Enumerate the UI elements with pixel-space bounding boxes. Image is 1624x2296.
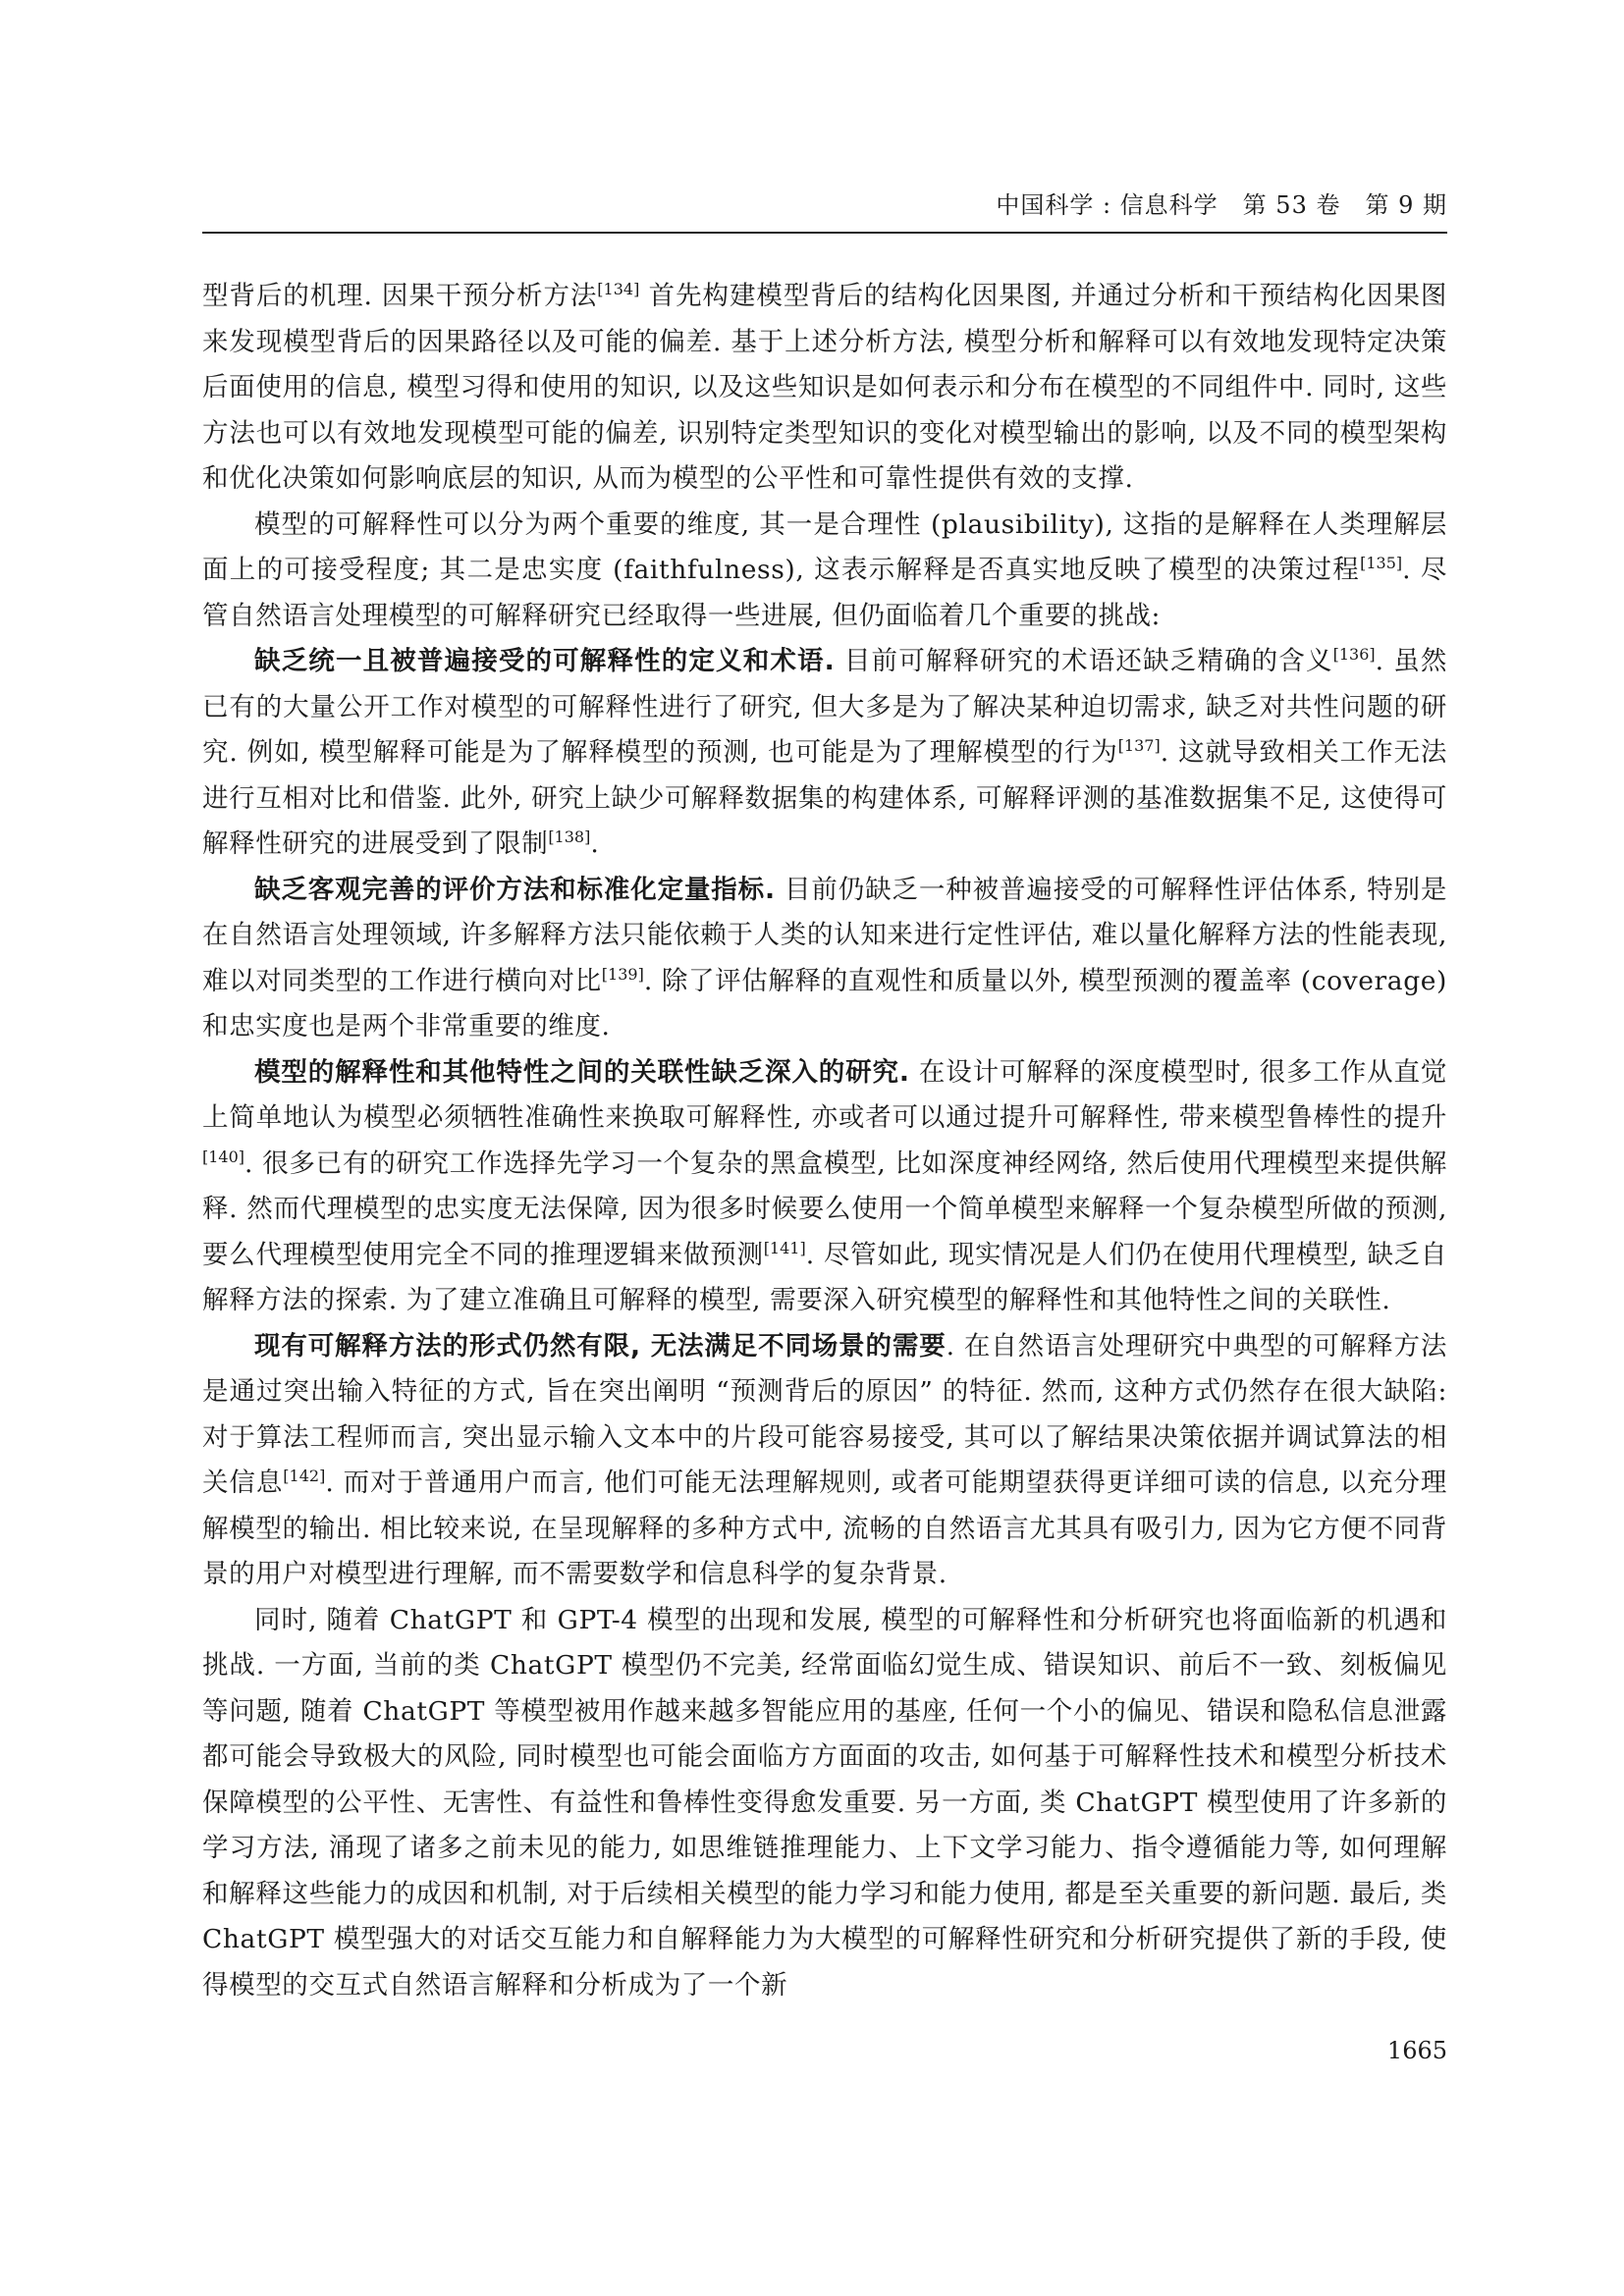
citation-ref: [138] xyxy=(548,828,591,846)
paragraph xyxy=(202,1324,1447,1598)
paragraph-text: . 而对于普通用户而言, 他们可能无法理解规则, 或者可能期望获得更详细可读的信息, 以充分理解模型的输出. 相比较来说, 在呈现解释的多种方式中, 流畅的自然语言尤其具有吸引力, 因为它方便不同背景的用户对模型进行理解, 而不需要数学和信息科学的复杂背景. xyxy=(202,1468,1447,1589)
challenge-heading: 现有可解释方法的形式仍然有限, 无法满足不同场景的需要 xyxy=(254,1330,947,1362)
citation-ref: [141] xyxy=(763,1238,806,1257)
paragraph-text: 目前仍缺乏一种被普遍接受的可解释性评估体系, 特别是在自然语言处理领域, 许多解释方法只能依赖于人类的认知来进行定性评估, 难以量化解释方法的性能表现, 难以对同类型的工作进行横向对比 xyxy=(202,874,1447,996)
citation-ref: [137] xyxy=(1117,736,1161,755)
citation-ref: [136] xyxy=(1332,645,1376,664)
paragraph-text: . 这就导致相关工作无法进行互相对比和借鉴. 此外, 研究上缺少可解释数据集的构建体系, 可解释评测的基准数据集不足, 这使得可解释性研究的进展受到了限制 xyxy=(202,737,1447,859)
paragraph-text: . 尽管自然语言处理模型的可解释研究已经取得一些进展, 但仍面临着几个重要的挑战: xyxy=(202,555,1447,631)
paragraph xyxy=(202,639,1447,868)
page-number: 1665 xyxy=(1386,2037,1447,2064)
paragraph-text: . 在自然语言处理研究中典型的可解释方法是通过突出输入特征的方式, 旨在突出阐明 “预测背后的原因” 的特征. 然而, 这种方式仍然存在很大缺陷: 对于算法工程师而言, 突出显示输入文本中的片段可能容易接受, 其可以了解结果决策依据并调试算法的相关信息 xyxy=(202,1330,1447,1498)
paragraph xyxy=(202,1598,1447,2009)
citation-ref: [142] xyxy=(283,1467,326,1485)
running-header: 中国科学 : 信息科学 第 53 卷 第 9 期 xyxy=(996,191,1447,219)
paragraph-text: 型背后的机理. 因果干预分析方法 xyxy=(202,281,598,311)
challenge-heading: 缺乏客观完善的评价方法和标准化定量指标. xyxy=(254,874,776,905)
citation-ref: [135] xyxy=(1360,554,1403,572)
citation-ref: [140] xyxy=(202,1147,245,1166)
paragraph-text: 模型的可解释性可以分为两个重要的维度, 其一是合理性 (plausibility), 这指的是解释在人类理解层面上的可接受程度; 其二是忠实度 (faithfulness), 这表示解释是否真实地反映了模型的决策过程 xyxy=(202,508,1447,585)
paragraph xyxy=(202,1050,1447,1324)
paragraph xyxy=(202,868,1447,1050)
header-rule xyxy=(202,232,1447,234)
paragraph-text: . 尽管如此, 现实情况是人们仍在使用代理模型, 缺乏自解释方法的探索. 为了建立准确且可解释的模型, 需要深入研究模型的解释性和其他特性之间的关联性. xyxy=(202,1239,1448,1315)
paragraph-text: 目前可解释研究的术语还缺乏精确的含义 xyxy=(835,646,1333,676)
paragraph-text: 首先构建模型背后的结构化因果图, 并通过分析和干预结构化因果图来发现模型背后的因果路径以及可能的偏差. 基于上述分析方法, 模型分析和解释可以有效地发现特定决策后面使用的信息, 模型习得和使用的知识, 以及这些知识是如何表示和分布在模型的不同组件中. 同时, 这些方法也可以有效地发现模型可能的偏差, 识别特定类型知识的变化对模型输出的影响, 以及不同的模型架构和优化决策如何影响底层的知识, 从而为模型的公平性和可靠性提供有效的支撑. xyxy=(202,281,1447,494)
paragraph xyxy=(202,503,1447,640)
citation-ref: [139] xyxy=(601,964,644,984)
paragraph-text: . xyxy=(590,828,600,859)
body-text xyxy=(202,274,1447,2008)
citation-ref: [134] xyxy=(597,280,640,298)
paragraph-text: . 虽然已有的大量公开工作对模型的可解释性进行了研究, 但大多是为了解决某种迫切需求, 缺乏对共性问题的研究. 例如, 模型解释可能是为了解释模型的预测, 也可能是为了理解模型的行为 xyxy=(202,646,1447,768)
paragraph-text: . 很多已有的研究工作选择先学习一个复杂的黑盒模型, 比如深度神经网络, 然后使用代理模型来提供解释. 然而代理模型的忠实度无法保障, 因为很多时候要么使用一个简单模型来解释一个复杂模型所做的预测, 要么代理模型使用完全不同的推理逻辑来做预测 xyxy=(202,1148,1447,1270)
paragraph-text: . 除了评估解释的直观性和质量以外, 模型预测的覆盖率 (coverage) 和忠实度也是两个非常重要的维度. xyxy=(202,965,1447,1041)
paragraph-text: 在设计可解释的深度模型时, 很多工作从直觉上简单地认为模型必须牺牲准确性来换取可解释性, 亦或者可以通过提升可解释性, 带来模型鲁棒性的提升 xyxy=(202,1056,1447,1133)
challenge-heading: 模型的解释性和其他特性之间的关联性缺乏深入的研究. xyxy=(254,1056,910,1088)
challenge-heading: 缺乏统一且被普遍接受的可解释性的定义和术语. xyxy=(254,646,836,676)
paragraph xyxy=(202,274,1447,503)
paragraph-text: 同时, 随着 ChatGPT 和 GPT-4 模型的出现和发展, 模型的可解释性和分析研究也将面临新的机遇和挑战. 一方面, 当前的类 ChatGPT 模型仍不完美, 经常面临幻觉生成、错误知识、前后不一致、刻板偏见等问题, 随着 ChatGPT 等模型被用作越来越多智能应用的基座, 任何一个小的偏见、错误和隐私信息泄露都可能会导致极大的风险, 同时模型也可能会面临方方面面的攻击, 如何基于可解释性技术和模型分析技术保障模型的公平性、无害性、有益性和鲁棒性变得愈发重要. 另一方面, 类 ChatGPT 模型使用了许多新的学习方法, 涌现了诸多之前未见的能力, 如思维链推理能力、上下文学习能力、指令遵循能力等, 如何理解和解释这些能力的成因和机制, 对于后续相关模型的能力学习和能力使用, 都是至关重要的新问题. 最后, 类 ChatGPT 模型强大的对话交互能力和自解释能力为大模型的可解释性研究和分析研究提供了新的手段, 使得模型的交互式自然语言解释和分析成为了一个新 xyxy=(202,1604,1447,2001)
